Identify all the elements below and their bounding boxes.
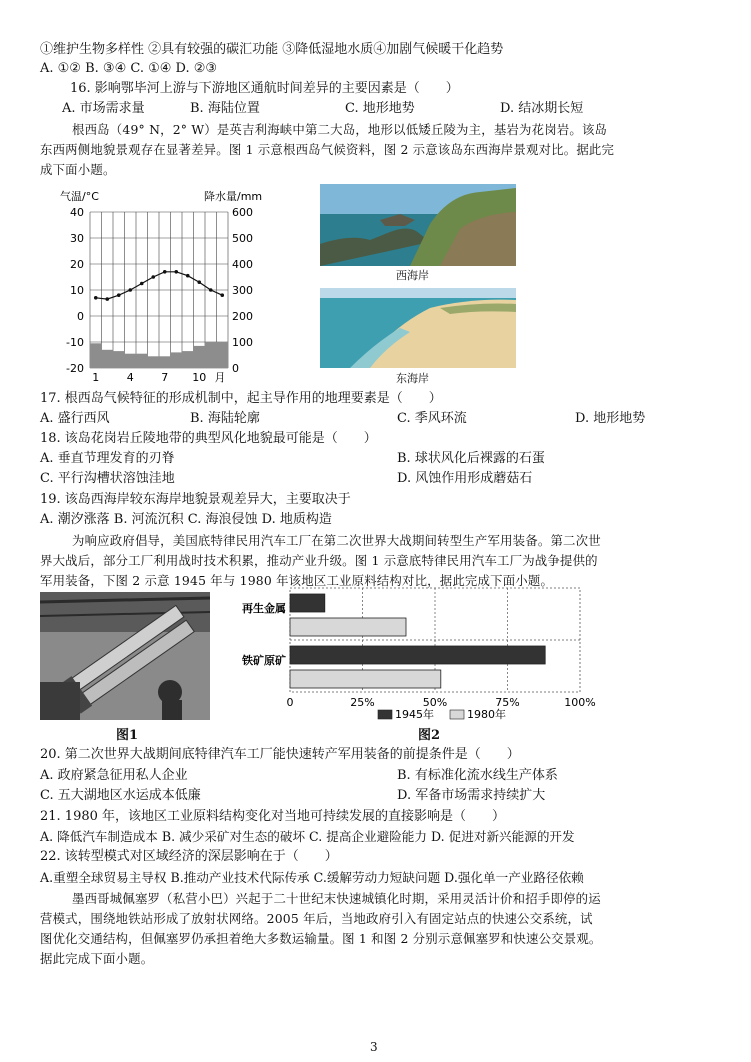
q21-options: A. 降低汽车制造成本 B. 减少采矿对生态的破坏 C. 提高企业避险能力 D. 促进对新兴能源的开发 xyxy=(40,829,575,844)
month-tick-label: 10 xyxy=(192,371,207,384)
precip-bar xyxy=(148,356,160,368)
temperature-point xyxy=(209,288,213,292)
bar-1945年 xyxy=(290,594,325,612)
q20-option-a: A. 政府紧急征用私人企业 xyxy=(40,768,188,783)
passage-pesero-line3: 图优化交通结构，但佩塞罗仍承担着绝大多数运输量。图 1 和图 2 分别示意佩塞罗和快速公交景观。 xyxy=(40,931,602,946)
military-equipment-photo xyxy=(40,592,210,720)
temp-axis-label: 气温/°C xyxy=(60,190,99,203)
temperature-point xyxy=(128,288,132,292)
raw-material-chart xyxy=(228,586,598,726)
temperature-point xyxy=(197,280,201,284)
legend-swatch xyxy=(378,710,392,719)
precip-bar xyxy=(182,351,194,368)
precip-axis-label: 降水量/mm xyxy=(204,190,263,203)
temp-tick-label: 0 xyxy=(77,310,84,323)
x-tick-label: 75% xyxy=(495,696,520,709)
passage-detroit-line3: 军用装备，下图 2 示意 1945 年与 1980 年该地区工业原料结构对比，据此完成下面小题。 xyxy=(40,573,554,588)
q18-option-c: C. 平行沟槽状溶蚀洼地 xyxy=(40,471,175,486)
precip-tick-label: 400 xyxy=(232,258,253,271)
precip-tick-label: 0 xyxy=(232,362,239,375)
q22-stem: 22. 该转型模式对区域经济的深层影响在于（ ） xyxy=(40,849,338,864)
q19-options: A. 潮汐涨落 B. 河流沉积 C. 海浪侵蚀 D. 地质构造 xyxy=(40,512,332,527)
passage-detroit-line2: 界大战后，部分工厂利用战时技术积累，推动产业升级。图 1 示意底特律民用汽车工厂为战争提供的 xyxy=(40,553,598,568)
q16-option-a: A. 市场需求量 xyxy=(62,101,145,116)
q16-option-d: D. 结冰期长短 xyxy=(500,101,584,116)
temperature-point xyxy=(117,293,121,297)
q17-stem: 17. 根西岛气候特征的形成机制中，起主导作用的地理要素是（ ） xyxy=(40,391,442,406)
precip-bar xyxy=(102,350,114,368)
q16-option-b: B. 海陆位置 xyxy=(190,101,260,116)
passage-pesero-line4: 据此完成下面小题。 xyxy=(40,951,154,966)
x-tick-label: 0 xyxy=(286,696,294,709)
precip-bar xyxy=(194,346,206,368)
q16-stem: 16. 影响鄂毕河上游与下游地区通航时间差异的主要因素是（ ） xyxy=(70,81,459,96)
passage-pesero-line1: 墨西哥城佩塞罗（私营小巴）兴起于二十世纪末快速城镇化时期，采用灵活计价和招手即停的运 xyxy=(72,891,601,906)
x-tick-label: 100% xyxy=(564,696,596,709)
bar-1945年 xyxy=(290,646,545,664)
passage-pesero-line2: 营模式，围绕地铁站形成了放射状网络。2005 年后，当地政府引入有固定站点的快速公交系统，试 xyxy=(40,911,593,926)
fig1-caption: 图1 xyxy=(116,728,139,743)
passage-guernsey-line3: 成下面小题。 xyxy=(40,162,116,177)
temp-tick-label: 20 xyxy=(70,258,84,271)
q21-stem: 21. 1980 年，该地区工业原料结构变化对当地可持续发展的直接影响是（ ） xyxy=(40,809,506,824)
month-unit-label: 月 xyxy=(214,371,226,384)
precip-tick-label: 100 xyxy=(232,336,253,349)
east-coast-caption: 东海岸 xyxy=(396,372,429,385)
precip-bar xyxy=(113,351,125,368)
fig2-caption: 图2 xyxy=(418,728,441,743)
passage-guernsey-line2: 东西两侧地貌景观存在显著差异。图 1 示意根西岛气候资料，图 2 示意该岛东西海岸景观对比。据此完 xyxy=(40,142,615,157)
passage-guernsey-line1: 根西岛（49° N，2° W）是英吉利海峡中第二大岛，地形以低矮丘陵为主，基岩为花岗岩。该岛 xyxy=(72,122,608,137)
legend-label: 1945年 xyxy=(395,708,434,721)
x-tick-label: 25% xyxy=(350,696,375,709)
temp-tick-label: 30 xyxy=(70,232,84,245)
climate-chart xyxy=(40,186,270,386)
temp-tick-label: -10 xyxy=(66,336,84,349)
temp-tick-label: 10 xyxy=(70,284,84,297)
precip-bar xyxy=(205,342,217,368)
q19-stem: 19. 该岛西海岸较东海岸地貌景观差异大，主要取决于 xyxy=(40,492,351,507)
precip-tick-label: 500 xyxy=(232,232,253,245)
precip-bar xyxy=(136,354,148,368)
temperature-point xyxy=(163,270,167,274)
month-tick-label: 7 xyxy=(161,371,169,384)
q20-option-b: B. 有标准化流水线生产体系 xyxy=(397,768,558,783)
q17-option-c: C. 季风环流 xyxy=(397,411,467,426)
precip-bar xyxy=(171,352,183,368)
bar-1980年 xyxy=(290,670,441,688)
bar-1980年 xyxy=(290,618,406,636)
temperature-point xyxy=(105,297,109,301)
options-statement-line: ①维护生物多样性 ②具有较强的碳汇功能 ③降低湿地水质④加剧气候暖干化趋势 xyxy=(40,42,504,57)
q18-option-a: A. 垂直节理发育的刃脊 xyxy=(40,451,175,466)
q15-options: A. ①② B. ③④ C. ①④ D. ②③ xyxy=(40,61,218,76)
month-tick-label: 1 xyxy=(92,371,100,384)
category-label: 再生金属 xyxy=(242,602,286,615)
q17-option-b: B. 海陆轮廓 xyxy=(190,411,260,426)
page-number: 3 xyxy=(370,1040,378,1054)
temperature-point xyxy=(174,270,178,274)
west-coast-photo xyxy=(320,184,516,266)
east-coast-photo xyxy=(320,288,516,368)
west-coast-caption: 西海岸 xyxy=(396,269,429,282)
precip-bar xyxy=(90,343,102,368)
legend-swatch xyxy=(450,710,464,719)
legend-label: 1980年 xyxy=(467,708,506,721)
q17-option-a: A. 盛行西风 xyxy=(40,411,110,426)
month-tick-label: 4 xyxy=(126,371,134,384)
x-tick-label: 50% xyxy=(422,696,448,709)
precip-bar xyxy=(125,354,137,368)
q18-option-d: D. 风蚀作用形成蘑菇石 xyxy=(397,471,533,486)
q16-option-c: C. 地形地势 xyxy=(345,101,415,116)
q18-stem: 18. 该岛花岗岩丘陵地带的典型风化地貌最可能是（ ） xyxy=(40,431,377,446)
q22-options: A.重塑全球贸易主导权 B.推动产业技术代际传承 C.缓解劳动力短缺问题 D.强化单一产业路径依赖 xyxy=(40,870,584,885)
precip-bar xyxy=(159,356,171,368)
temp-tick-label: 40 xyxy=(70,206,84,219)
temperature-point xyxy=(186,274,190,278)
precip-bar xyxy=(217,342,229,368)
q20-stem: 20. 第二次世界大战期间底特律汽车工厂能快速转产军用装备的前提条件是（ ） xyxy=(40,747,520,762)
q18-option-b: B. 球状风化后裸露的石蛋 xyxy=(397,451,545,466)
q20-option-c: C. 五大湖地区水运成本低廉 xyxy=(40,788,201,803)
temp-tick-label: -20 xyxy=(66,362,84,375)
temperature-point xyxy=(140,282,144,286)
q20-option-d: D. 军备市场需求持续扩大 xyxy=(397,788,546,803)
passage-detroit-line1: 为响应政府倡导，美国底特律民用汽车工厂在第二次世界大战期间转型生产军用装备。第二次世 xyxy=(72,533,601,548)
q17-option-d: D. 地形地势 xyxy=(575,411,646,426)
category-label: 铁矿原矿 xyxy=(242,654,286,667)
precip-tick-label: 600 xyxy=(232,206,253,219)
temperature-point xyxy=(220,293,224,297)
precip-tick-label: 200 xyxy=(232,310,253,323)
precip-tick-label: 300 xyxy=(232,284,253,297)
temperature-point xyxy=(151,275,155,279)
temperature-point xyxy=(94,296,98,300)
